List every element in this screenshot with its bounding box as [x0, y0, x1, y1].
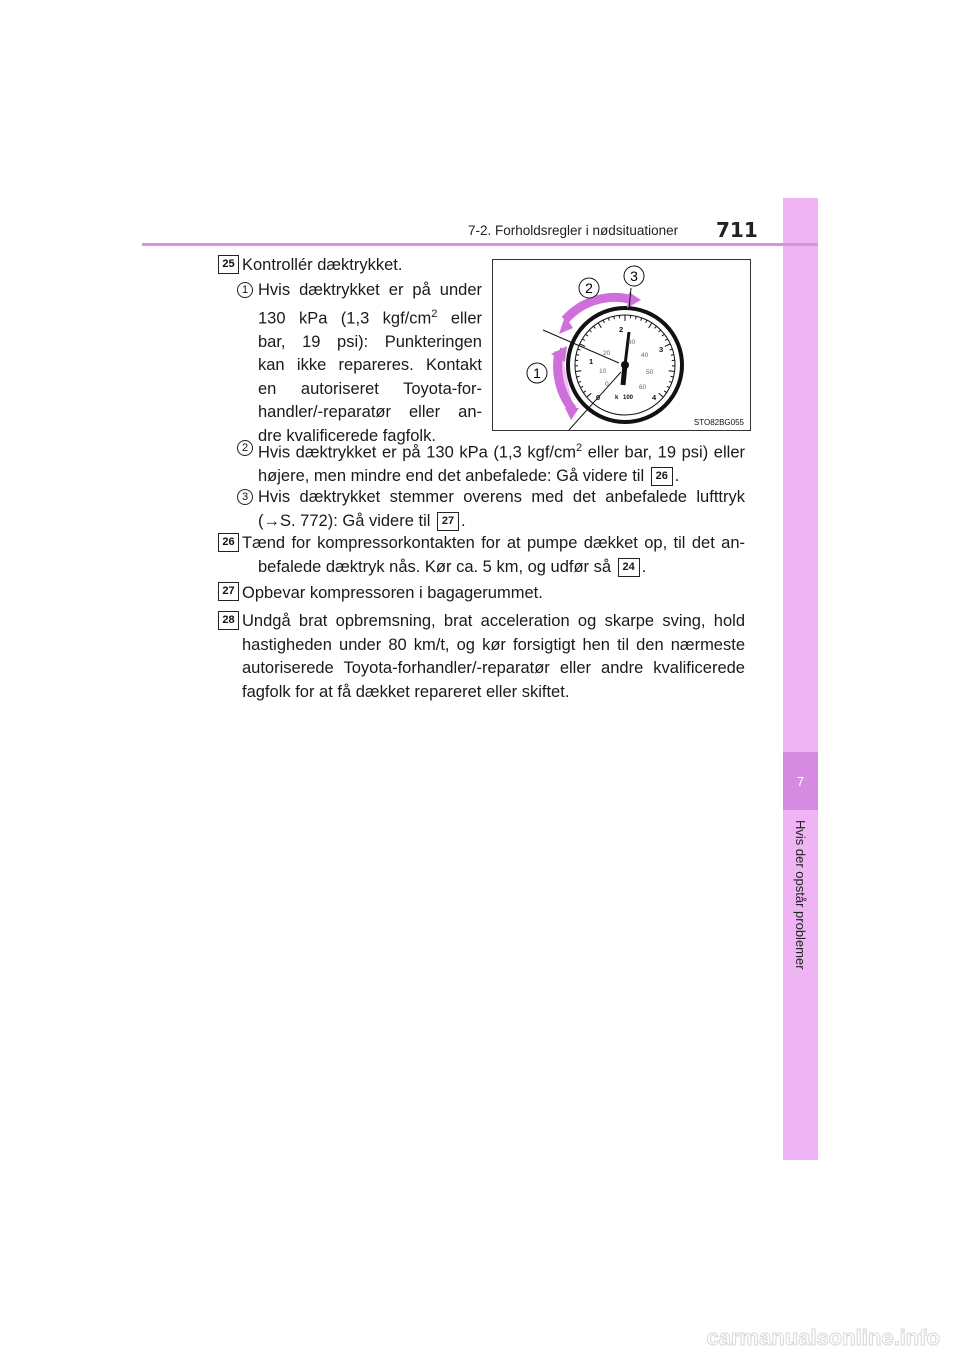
tire-pressure-gauge-figure: [492, 259, 751, 431]
substep-2-marker: 2: [237, 440, 253, 456]
gauge-tick: [671, 355, 674, 356]
gauge-unit-100: 100: [623, 395, 634, 401]
figure-code: STO82BG055: [693, 418, 744, 427]
gauge-tick: [671, 376, 674, 377]
substep-3-text: Hvis dæktrykket stemmer overens med det anbefalede lufttryk (→S. 772): Gå videre til 27 .: [258, 488, 745, 530]
gauge-tick: [576, 355, 579, 356]
gauge-outer-label-2: 2: [619, 325, 624, 334]
gauge-unit-k: k: [615, 395, 619, 401]
svg-text:carmanualsonline.info: carmanualsonline.info: [706, 1325, 940, 1350]
page-number: 711: [716, 218, 758, 242]
gauge-inner-label-0: 0: [605, 381, 609, 388]
step-28-text: Undgå brat opbremsning, brat acceleration og skarpe sving, hold hastigheden under 80 km/t, og kør forsigtigt hen til den nærmeste autoriserede Toyota-forhandler/-reparatør eller andre kvalificerede fagfolk for at få dækket repareret eller skiftet.: [242, 612, 745, 701]
step-25-badge: 25: [218, 255, 239, 274]
gauge-illustration: [493, 260, 750, 430]
header-rule: [142, 243, 818, 246]
step-25-text: Kontrollér dæktrykket.: [242, 256, 403, 274]
gauge-outer-label-4: 4: [652, 393, 657, 402]
step-27-badge: 27: [218, 582, 239, 601]
step-ref-27[interactable]: 27: [437, 512, 459, 531]
watermark: [0, 1318, 960, 1358]
svg-text:3: 3: [630, 268, 638, 284]
gauge-tick: [576, 376, 579, 377]
step-26-badge: 26: [218, 533, 239, 552]
substep-1-marker: 1: [237, 282, 253, 298]
gauge-inner-label-10: 10: [599, 368, 607, 375]
callout-2: [579, 278, 599, 298]
gauge-outer-label-0: 0: [596, 393, 601, 402]
gauge-tick: [636, 316, 637, 319]
gauge-inner-label-20: 20: [603, 350, 611, 357]
chapter-sidebar: [783, 198, 818, 1160]
gauge-outer-label-3: 3: [659, 345, 664, 354]
step-ref-26[interactable]: 26: [651, 467, 673, 486]
watermark-logo: [0, 1318, 960, 1358]
gauge-inner-label-50: 50: [646, 369, 654, 376]
gauge-inner-label-30: 30: [628, 339, 636, 346]
section-title: 7-2. Forholdsregler i nødsituationer: [468, 223, 679, 238]
step-27-text: Opbevar kompressoren i bagagerummet.: [242, 584, 543, 602]
step-28-badge: 28: [218, 611, 239, 630]
gauge-outer-label-1: 1: [589, 357, 594, 366]
chapter-title: Hvis der opstår problemer: [793, 820, 808, 970]
gauge-inner-label-40: 40: [641, 352, 649, 359]
callout-3: [624, 266, 644, 286]
substep-3-marker: 3: [237, 489, 253, 505]
svg-text:1: 1: [533, 365, 541, 381]
step-ref-24[interactable]: 24: [618, 558, 640, 577]
gauge-inner-label-60: 60: [639, 384, 647, 391]
substep-2-text: Hvis dæktrykket er på 130 kPa (1,3 kgf/$cm^2$ eller bar, 19 psi) eller højere, men mindre end det anbefalede: Gå videre til 26 .: [258, 442, 745, 485]
substep-1-text: Hvis dæktrykket er på under 130 kPa (1,3 kgf/$cm^2$ eller bar, 19 psi): Punkteringen kan ikke repareres. Kontakt en autoriseret Toyota-for- handler/-reparatør eller an- dre kvalificerede fagfolk.: [258, 281, 482, 445]
callout-1: [527, 363, 547, 383]
svg-text:2: 2: [585, 280, 593, 296]
step-26-text: Tænd for kompressorkontakten for at pumpe dækket op, til det an- befalede dæktryk nås. Kør ca. 5 km, og udfør så 24 .: [242, 534, 745, 576]
gauge-tick: [614, 316, 615, 319]
chapter-number-tab[interactable]: 7: [783, 752, 818, 810]
